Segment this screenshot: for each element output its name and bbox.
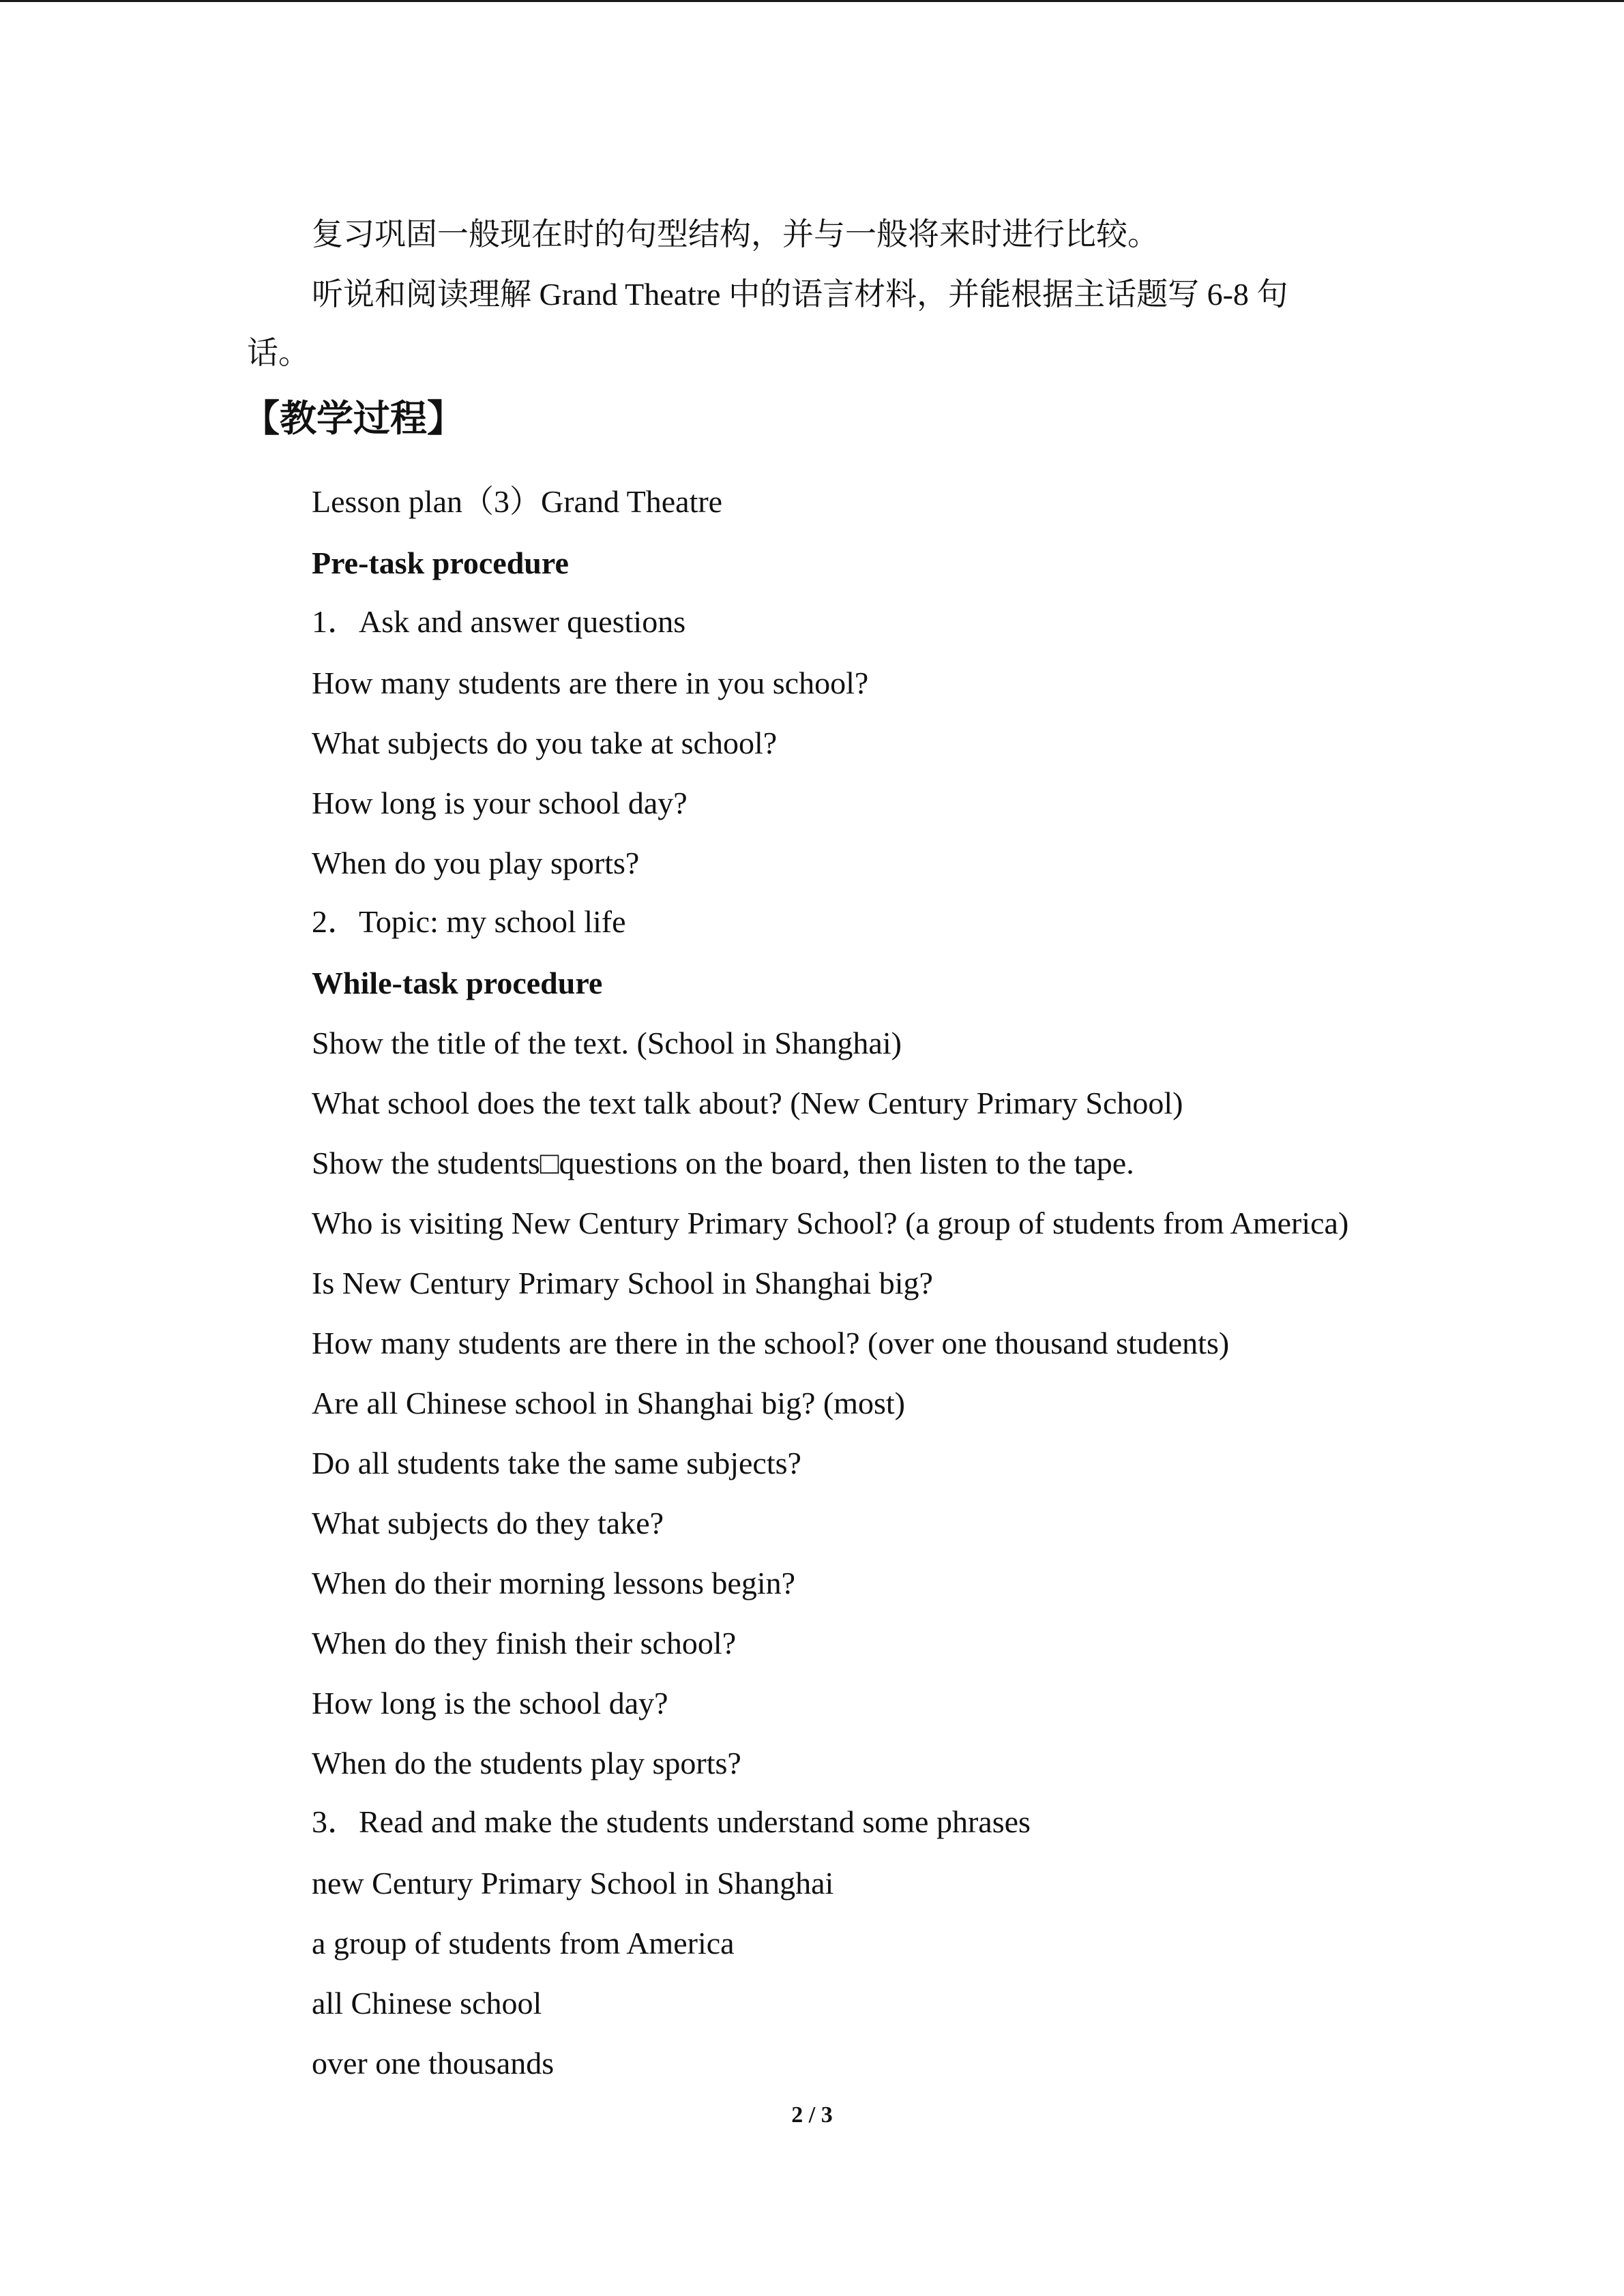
pre-task-question: What subjects do you take at school? [312,726,778,760]
pre-task-question: How many students are there in you school? [312,666,869,700]
phrase-item: all Chinese school [312,1986,542,2021]
while-task-line: Show the students□questions on the board, then listen to the tape. [312,1146,1134,1180]
while-task-line: What subjects do they take? [312,1506,664,1540]
while-task-line: When do the students play sports? [312,1746,741,1780]
while-task-line: Who is visiting New Century Primary School? (a group of students from America) [312,1206,1349,1240]
while-task-line: When do their morning lessons begin? [312,1566,796,1600]
objective-line-2-continued: 话。 [247,336,310,370]
lesson-title: Lesson plan（3）Grand Theatre [312,484,723,519]
objective-line-1: 复习巩固一般现在时的句型结构，并与一般将来时进行比较。 [312,217,1159,252]
while-task-line: How many students are there in the school? (over one thousand students) [312,1326,1230,1360]
while-task-line: What school does the text talk about? (New Century Primary School) [312,1086,1183,1120]
while-task-line: Show the title of the text. (School in Shanghai) [312,1026,902,1060]
phrase-item: a group of students from America [312,1926,735,1960]
while-task-line: Are all Chinese school in Shanghai big? (most) [312,1386,906,1420]
objective-line-2: 听说和阅读理解 Grand Theatre 中的语言材料，并能根据主话题写 6-8 句 [312,277,1288,312]
while-task-line: Do all students take the same subjects? [312,1446,801,1480]
pre-task-step-1: 1．Ask and answer questions [312,604,686,639]
while-task-heading: While-task procedure [312,966,603,1000]
while-task-line: When do they finish their school? [312,1626,737,1660]
phrase-item: over one thousands [312,2046,555,2081]
section-heading-teaching-process: 【教学过程】 [243,397,464,440]
while-task-line: How long is the school day? [312,1686,668,1720]
pre-task-question: When do you play sports? [312,846,640,880]
page-number: 2 / 3 [791,2102,833,2128]
phrase-item: new Century Primary School in Shanghai [312,1866,834,1900]
pre-task-heading: Pre-task procedure [312,546,569,580]
while-task-step-3: 3．Read and make the students understand some phrases [312,1804,1031,1839]
pre-task-step-2: 2．Topic: my school life [312,904,626,939]
pre-task-question: How long is your school day? [312,786,688,820]
while-task-line: Is New Century Primary School in Shanghai big? [312,1266,933,1300]
